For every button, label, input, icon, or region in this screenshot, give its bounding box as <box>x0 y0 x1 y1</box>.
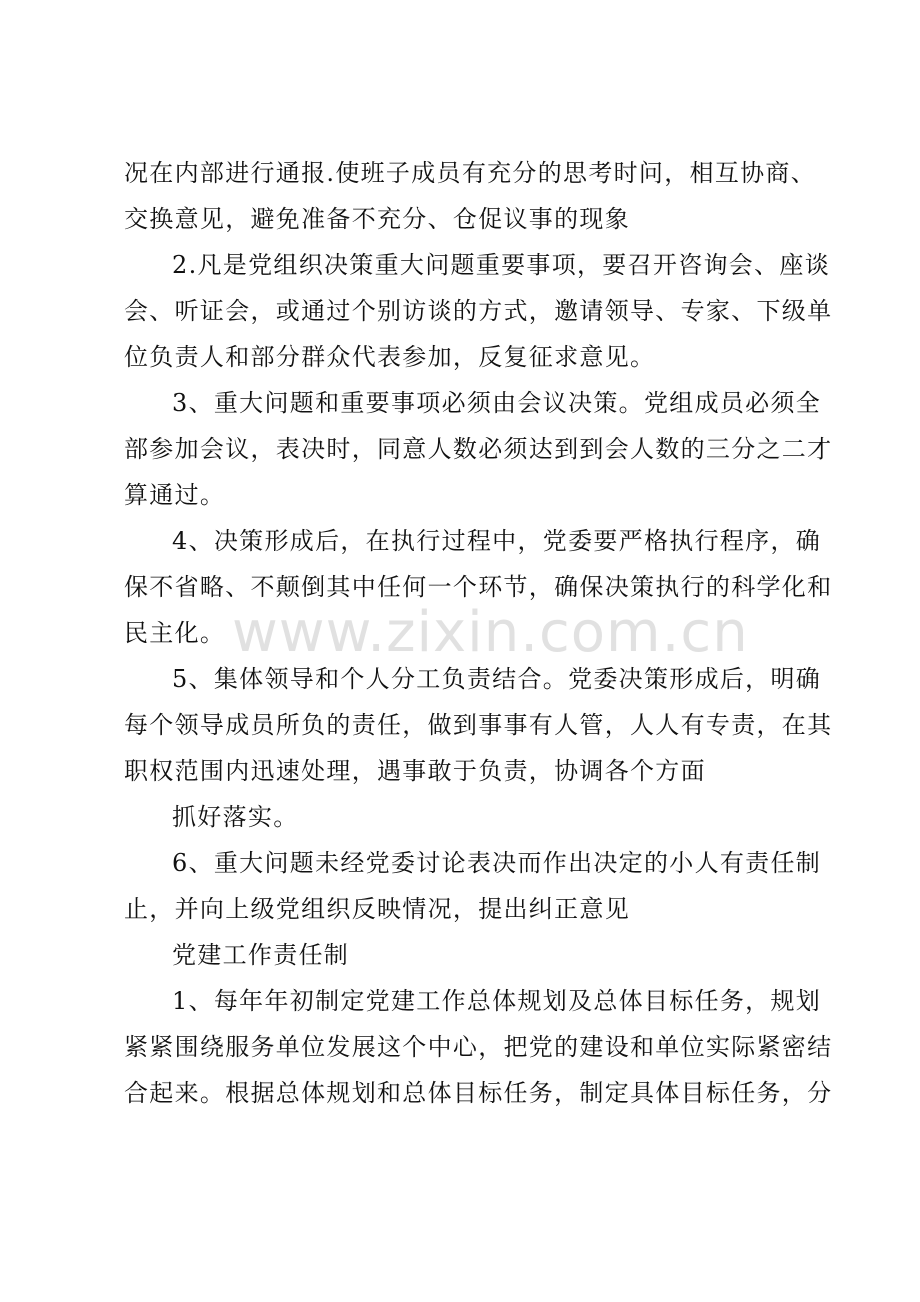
text-line: 1、每年年初制定党建工作总体规划及总体目标任务，规划 <box>172 987 822 1015</box>
text-line: 部参加会议，表决时，同意人数必须达到到会人数的三分之二才 <box>124 435 833 463</box>
text-line: 算通过。 <box>124 481 226 509</box>
text-line: 每个领导成员所负的责任，做到事事有人管，人人有专责，在其 <box>124 711 833 739</box>
text-line: 抓好落实。 <box>172 803 299 831</box>
text-line: 会、听证会，或通过个别访谈的方式，邀请领导、专家、下级单 <box>124 297 833 325</box>
text-line: 6、重大问题未经党委讨论表决而作出决定的小人有责任制 <box>172 849 822 877</box>
text-line: 职权范围内迅速处理，遇事敢于负责，协调各个方面 <box>124 757 706 785</box>
text-line: 4、决策形成后，在执行过程中，党委要严格执行程序，确 <box>172 527 822 555</box>
text-line: 止，并向上级党组织反映情况，提出纠正意见 <box>124 895 630 923</box>
text-line: 紧紧围绕服务单位发展这个中心，把党的建设和单位实际紧密结 <box>124 1033 833 1061</box>
text-line: 保不省略、不颠倒其中任何一个环节，确保决策执行的科学化和 <box>124 573 833 601</box>
text-line: 5、集体领导和个人分工负责结合。党委决策形成后，明确 <box>172 665 822 693</box>
text-line: 2.凡是党组织决策重大问题重要事项，要召开咨询会、座谈 <box>172 251 830 279</box>
text-line: 位负责人和部分群众代表参加，反复征求意见。 <box>124 343 656 371</box>
text-line: 合起来。根据总体规划和总体目标任务，制定具体目标任务，分 <box>124 1079 833 1107</box>
text-line: 交换意见，避免准备不充分、仓促议事的现象 <box>124 205 630 233</box>
section-heading: 党建工作责任制 <box>172 941 350 969</box>
text-line: 3、重大问题和重要事项必须由会议决策。党组成员必须全 <box>172 389 822 417</box>
text-line: 况在内部进行通报.使班子成员有充分的思考时问，相互协商、 <box>124 159 817 187</box>
text-line: 民主化。 <box>124 619 226 647</box>
watermark: www.zixin.com.cn <box>232 600 749 665</box>
